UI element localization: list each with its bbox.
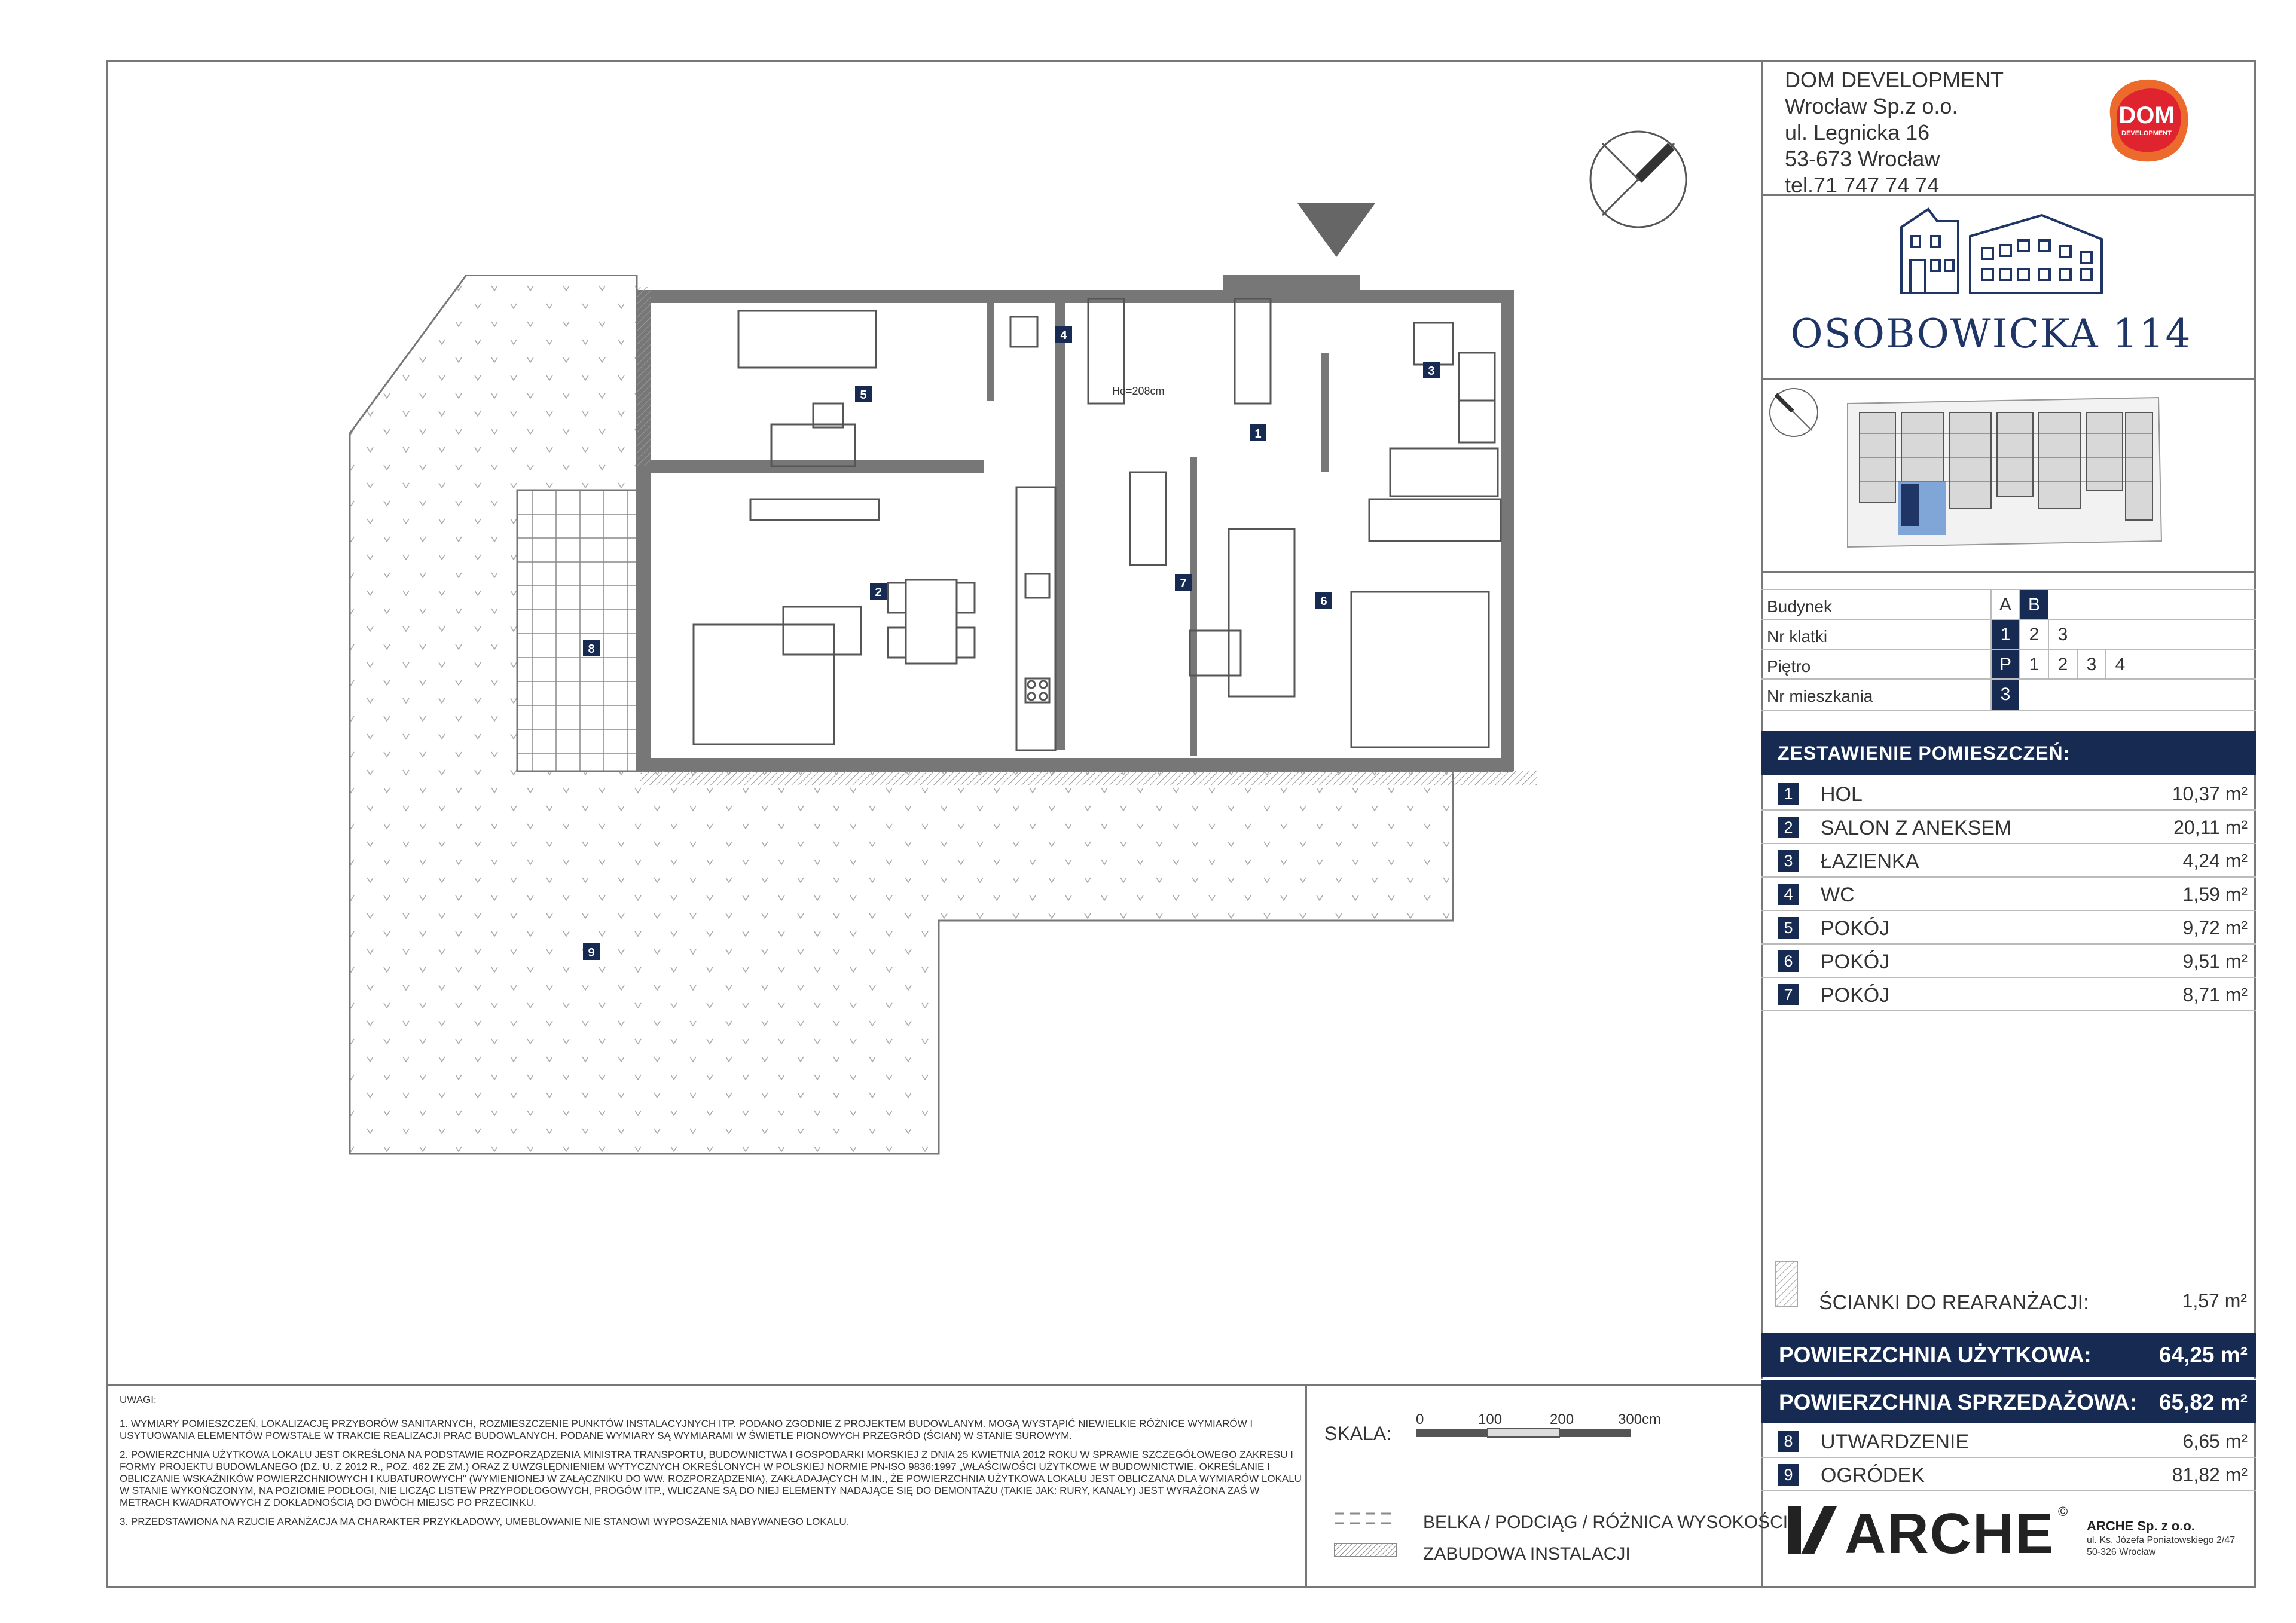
selection-cell[interactable]: 3 [2077,650,2105,680]
walls-area: 1,57 m² [2182,1290,2247,1312]
plan-height-note: Ho=208cm [1112,385,1165,397]
room-row [1761,878,2256,911]
architect-city: 50-326 Wrocław [2087,1547,2156,1557]
room-area: 9,72 m² [2182,917,2248,939]
company-name: DOM DEVELOPMENT [1785,68,2004,92]
notes-divider [106,1384,1761,1386]
dom-development-logo [2099,72,2194,167]
room-name: WC [1821,884,1855,906]
plan-label-6: 6 [1320,595,1327,608]
sale-area-row [1761,1379,2256,1423]
compass-north-icon [1584,126,1692,233]
room-area: 81,82 m² [2172,1464,2248,1486]
scale-bar [1411,1411,1674,1447]
key-plan-map [1836,380,2170,559]
room-name: HOL [1821,783,1863,806]
room-row [1761,911,2256,945]
room-number-badge: 6 [1778,950,1799,972]
terrace-paving [517,490,637,771]
selection-cell-selected[interactable]: P [1990,650,2019,680]
selection-row-building [1761,589,2256,620]
room-number-badge: 2 [1778,817,1799,838]
plan-label-4: 4 [1060,329,1067,342]
legend-installation: ZABUDOWA INSTALACJI [1423,1544,1631,1564]
entrance-arrow-icon [1294,200,1378,260]
selection-row-apartment [1761,678,2256,711]
walls-label: ŚCIANKI DO REARANŻACJI: [1819,1291,2089,1314]
legend-beam: BELKA / PODCIĄG / RÓŻNICA WYSOKOŚCI [1423,1512,1788,1532]
room-area: 8,71 m² [2182,984,2248,1005]
room-area: 4,24 m² [2182,850,2248,872]
scale-tick: 0 [1416,1411,1424,1428]
notes-heading: UWAGI: [120,1394,157,1405]
apartment-floor [640,275,1513,771]
note-3: 3. PRZEDSTAWIONA NA RZUCIE ARANŻACJA MA CHARAKTER PRZYKŁADOWY, UMEBLOWANIE NIE STANOWI WYPOSAŻENIA NABYWANEGO LOKALU. [120,1516,850,1527]
scale-label: SKALA: [1324,1423,1392,1444]
selection-label: Nr mieszkania [1767,687,1873,705]
room-name: OGRÓDEK [1821,1464,1925,1487]
arche-logo-text: ARCHE [1845,1502,2055,1560]
room-row [1761,777,2256,811]
room-number-badge: 4 [1778,884,1799,905]
plan-label-7: 7 [1180,577,1187,590]
room-number-badge: 7 [1778,984,1799,1005]
room-name: POKÓJ [1821,950,1890,973]
room-area: 1,59 m² [2182,884,2248,905]
rooms-heading: ZESTAWIENIE POMIESZCZEŃ: [1761,731,2256,775]
note-2: 2. POWIERZCHNIA UŻYTKOWA LOKALU JEST OKREŚLONA NA PODSTAWIE ROZPORZĄDZENIA MINISTRA TRANSPORTU, BUDOWNICTWA I GOSPODARKI MORSKIEJ Z DNIA 25 KWIETNIA 2012 ROKU W SPRAWIE SZCZEGÓŁOWEGO ZAKRESU I FORMY PROJEKTU BUDOWLANEGO (DZ. U. Z 2012 R., POZ. 462 ZE ZM.) ORAZ Z UWZGLĘDNIENIEM WYTYCZNYCH OKREŚLONYCH W POLSKIEJ NORMIE PN-ISO 9836:1997 „WŁAŚCIWOŚCI UŻYTKOWE W BUDOWNICTWIE. OKREŚLANIE I OBLICZANIE WSKAŹNIKÓW POWIERZCHNIOWYCH I KUBATUROWYCH" (WYMIENIONEJ W ZAŁĄCZNIKU DO WW. ROZPORZĄDZENIA), ZAKŁADAJĄCYCH M.IN., ŻE POWIERZCHNIA UŻYTKOWA LOKALU JEST OBLICZANA DLA WYMIARÓW LOKALU W STANIE WYKOŃCZONYM, NA POZIOMIE PODŁOGI, NIE LICZĄC LISTEW PRZYPODŁOGOWYCH, PROGÓW ITP., WLICZANE SĄ DO NIEJ ELEMENTY NADAJĄCE SIĘ DO DEMONTAŻU (TAKIE JAK: RURY, KANAŁY) JEST WYRAŻONA ZAŚ W METRACH KWADRATOWYCH Z DOKŁADNOŚCIĄ DO DWÓCH MIEJSC PO PRZECINKU. [120,1449,1302,1508]
usable-area-row [1761,1333,2256,1377]
company-entity: Wrocław Sp.z o.o. [1785,94,1958,118]
selection-label: Piętro [1767,657,1811,676]
architect-name: ARCHE Sp. z o.o. [2087,1518,2195,1533]
architect-street: ul. Ks. Józefa Poniatowskiego 2/47 [2087,1535,2236,1545]
legend-symbols [1333,1506,1399,1566]
selection-cell-selected[interactable]: 3 [1990,680,2019,710]
extra-row [1761,1458,2256,1491]
rearrangement-wall-icon [1775,1260,1799,1308]
selection-cell-selected[interactable]: 1 [1990,620,2019,650]
sale-area-value: 65,82 m² [2158,1390,2248,1414]
selection-cell[interactable]: 2 [2019,620,2048,650]
logo-text-sub: DEVELOPMENT [2121,130,2172,137]
room-row [1761,978,2256,1011]
plan-label-8: 8 [588,643,595,656]
company-city: 53-673 Wrocław [1785,146,1940,171]
extra-row [1761,1425,2256,1458]
company-phone: tel.71 747 74 74 [1785,173,1940,197]
room-row [1761,945,2256,978]
arche-copyright: © [2058,1504,2068,1519]
room-number-badge: 1 [1778,783,1799,805]
room-number-badge: 3 [1778,850,1799,872]
room-number-badge: 5 [1778,917,1799,939]
plan-label-5: 5 [860,389,867,402]
room-row [1761,811,2256,844]
minimap-compass-icon [1764,383,1824,442]
room-name: ŁAZIENKA [1821,850,1919,873]
arche-logo [1788,1500,2069,1560]
selection-cell[interactable]: 3 [2048,620,2077,650]
sale-area-label: POWIERZCHNIA SPRZEDAŻOWA: [1779,1390,2137,1414]
installation-hatch [637,287,651,466]
selection-cell[interactable]: A [1990,590,2019,620]
building-illustration [1892,203,2120,299]
selection-cell[interactable]: 1 [2019,650,2048,680]
selection-cell[interactable]: 4 [2105,650,2134,680]
usable-area-value: 64,25 m² [2158,1343,2248,1367]
room-area: 6,65 m² [2182,1431,2248,1452]
room-name: POKÓJ [1821,984,1890,1007]
room-name: UTWARDZENIE [1821,1431,1970,1453]
project-title: OSOBOWICKA 114 [1790,311,2192,357]
room-name: SALON Z ANEKSEM [1821,817,2012,839]
company-street: ul. Legnicka 16 [1785,120,1930,145]
selection-label: Budynek [1767,597,1832,616]
scale-tick: 100 [1478,1411,1503,1428]
room-number-badge: 8 [1778,1431,1799,1452]
selection-row-stair [1761,619,2256,650]
note-1: 1. WYMIARY POMIESZCZEŃ, LOKALIZACJĘ PRZYBORÓW SANITARNYCH, ROZMIESZCZENIE PUNKTÓW INSTALACYJNYCH ITP. PODANO ZGODNIE Z PROJEKTEM BUDOWLANYM. MOGĄ WYSTĄPIĆ NIEWIELKIE RÓŻNICE WYMIARÓW I USYTUOWANIA ELEMENTÓW POWSTAŁE W TRAKCIE REALIZACJI PRAC BUDOWLANYCH. PODANE WYMIARY SĄ WYMIARAMI W ŚWIETLE PIONOWYCH PRZEGRÓD (ŚCIAN) W STANIE SUROWYM. [120,1418,1253,1441]
notes-scale-divider [1305,1384,1307,1588]
room-area: 20,11 m² [2173,817,2248,838]
room-area: 10,37 m² [2172,783,2248,805]
installation-hatch [640,771,1537,785]
room-number-badge: 9 [1778,1464,1799,1486]
usable-area-label: POWIERZCHNIA UŻYTKOWA: [1779,1343,2092,1367]
selection-row-floor [1761,649,2256,680]
room-name: POKÓJ [1821,917,1890,940]
plan-label-1: 1 [1254,427,1262,441]
plan-label-3: 3 [1428,365,1435,378]
scale-tick: 300cm [1618,1411,1662,1428]
logo-text-main: DOM [2118,102,2175,129]
company-block [1785,67,2004,198]
plan-label-9: 9 [588,946,595,959]
plan-label-2: 2 [875,586,882,599]
selection-label: Nr klatki [1767,627,1828,646]
minimap-divider [1761,571,2256,573]
scale-tick: 200 [1550,1411,1574,1428]
notes-block [120,1394,1303,1535]
selection-cell[interactable]: 2 [2048,650,2077,680]
room-row [1761,844,2256,878]
floor-plan [341,275,1537,1184]
room-area: 9,51 m² [2182,950,2248,972]
selection-cell-selected[interactable]: B [2019,590,2048,620]
